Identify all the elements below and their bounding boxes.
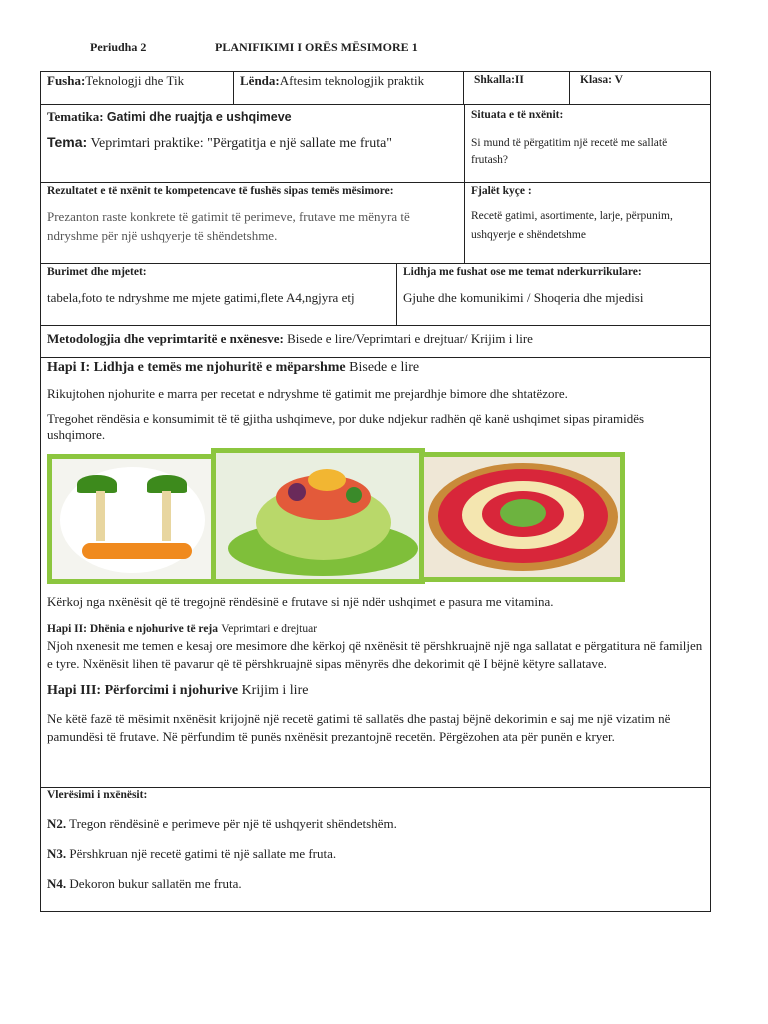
klasa-value: Klasa: V <box>580 74 623 86</box>
step1-mode: Bisede e lire <box>349 360 420 375</box>
results-row <box>41 182 710 263</box>
results-label: Rezultatet e të nxënit te kompetencave të fushës sipas temës mësimore: <box>47 185 394 197</box>
lesson-plan-table <box>40 71 711 912</box>
topic-cell <box>41 105 464 182</box>
results-cell <box>41 183 464 263</box>
steps-row <box>41 357 710 787</box>
topic-row <box>41 104 710 182</box>
fusha-cell <box>41 72 233 104</box>
situata-value: Si mund të përgatitim një recetë me sallatë frutash? <box>471 137 668 166</box>
shkalla-value: Shkalla:II <box>474 74 524 86</box>
evaluation-item <box>47 816 704 832</box>
methodology-text: Bisede e lire/Veprimtari e drejtuar/ Krijim i lire <box>283 331 533 346</box>
evaluation-code: N3. <box>47 846 67 861</box>
tematika-value: Gatimi dhe ruajtja e ushqimeve <box>106 110 292 124</box>
page-title: PLANIFIKIMI I ORËS MËSIMORE 1 <box>215 40 418 54</box>
step1-paragraph-2: Tregohet rëndësia e konsumimit të të gjitha ushqimeve, por duke ndjekur radhën që kanë ushqimet sipas piramidës ushqimore. <box>47 411 645 442</box>
lenda-value: Aftesim teknologjik praktik <box>279 73 425 88</box>
step2-title: Hapi II: Dhënia e njohurive të reja <box>47 623 219 635</box>
step2-mode: Veprimtari e drejtuar <box>221 623 318 635</box>
keywords-cell <box>464 183 710 263</box>
resources-row <box>41 263 710 325</box>
step3-paragraph-1: Ne këtë fazë të mësimit nxënësit krijojnë një recetë gatimi të sallatës dhe pastaj bëjnë dekorimin e saj me një vizatim në pamundësi të frutave. Në përfundim të punës nxënësit prezantojnë recetën. Përgëzohen ata për punën e kryer. <box>47 711 671 744</box>
evaluation-text: Dekoron bukur sallatën me fruta. <box>69 876 242 891</box>
resources-label: Burimet dhe mjetet: <box>47 266 147 278</box>
evaluation-text: Përshkruan një recetë gatimi të një sallate me fruta. <box>69 846 337 861</box>
methodology-label: Metodologjia dhe veprimtaritë e nxënesve: <box>47 331 284 346</box>
photo-melon-fruit-bowl <box>211 448 425 584</box>
lenda-cell <box>233 72 463 104</box>
tema-value: Veprimtari praktike: "Përgatitja e një sallate me fruta" <box>90 136 393 151</box>
keywords-text: Recetë gatimi, asortimente, larje, përpunim, ushqyerje e shëndetshme <box>471 210 673 241</box>
info-row <box>41 72 710 104</box>
step3-mode: Krijim i lire <box>241 683 309 698</box>
tematika-label: Tematika: <box>47 109 104 124</box>
evaluation-item <box>47 846 704 862</box>
evaluation-text: Tregon rëndësinë e perimeve për një të ushqyerit shëndetshëm. <box>69 816 397 831</box>
period-label: Periudha 2 <box>90 40 147 54</box>
photo-palm-tree-salad <box>47 454 217 584</box>
shkalla-cell <box>463 72 569 104</box>
evaluation-item <box>47 876 704 892</box>
evaluation-label: Vlerësimi i nxënësit: <box>47 789 148 801</box>
step3-title: Hapi III: Përforcimi i njohurive <box>47 683 239 698</box>
fusha-label: Fusha: <box>47 73 86 88</box>
methodology-row <box>41 325 710 357</box>
evaluation-code: N2. <box>47 816 67 831</box>
resources-cell <box>41 264 396 325</box>
tema-label: Tema: <box>47 134 88 150</box>
evaluation-cell <box>41 788 710 911</box>
keywords-label: Fjalët kyçe : <box>471 185 532 197</box>
fruit-photos <box>47 448 704 590</box>
photo-fruit-tart <box>419 452 625 582</box>
links-cell <box>396 264 710 325</box>
page-header <box>0 40 768 60</box>
klasa-cell <box>569 72 710 104</box>
situata-label: Situata e të nxënit: <box>471 109 564 121</box>
methodology-cell <box>41 326 710 357</box>
links-label: Lidhja me fushat ose me temat nderkurrikulare: <box>403 266 642 278</box>
lenda-label: Lënda: <box>240 73 280 88</box>
steps-cell <box>41 358 710 787</box>
evaluation-code: N4. <box>47 876 67 891</box>
step1-paragraph-1: Rikujtohen njohurite e marra per recetat e ndryshme të gatimit me prejardhje bimore dhe shtatëzore. <box>47 386 568 401</box>
situata-cell <box>464 105 710 182</box>
evaluation-row <box>41 787 710 911</box>
results-text: Prezanton raste konkrete të gatimit të perimeve, frutave me mënyra të ndryshme për një ushqyerje të shëndetshme. <box>47 209 410 243</box>
step1-paragraph-3: Kërkoj nga nxënësit që të tregojnë rëndësinë e frutave si një ndër ushqimet e pasura me vitamina. <box>47 594 554 609</box>
fusha-value: Teknologji dhe Tik <box>85 73 185 88</box>
step1-title: Hapi I: Lidhja e temës me njohuritë e mëparshme <box>47 360 346 375</box>
step2-paragraph-1: Njoh nxenesit me temen e kesaj ore mesimore dhe kërkoj që nxënësit të përshkruajnë një nga sallatat e përgatitura në familjen e tyre. Nxënësit lihen të pavarur që të përshkruajnë sipas mënyrës dhe dekorimit që I bëjnë këtyre sallatave. <box>47 638 703 671</box>
resources-text: tabela,foto te ndryshme me mjete gatimi,flete A4,ngjyra etj <box>47 290 355 305</box>
links-text: Gjuhe dhe komunikimi / Shoqeria dhe mjedisi <box>403 290 644 305</box>
